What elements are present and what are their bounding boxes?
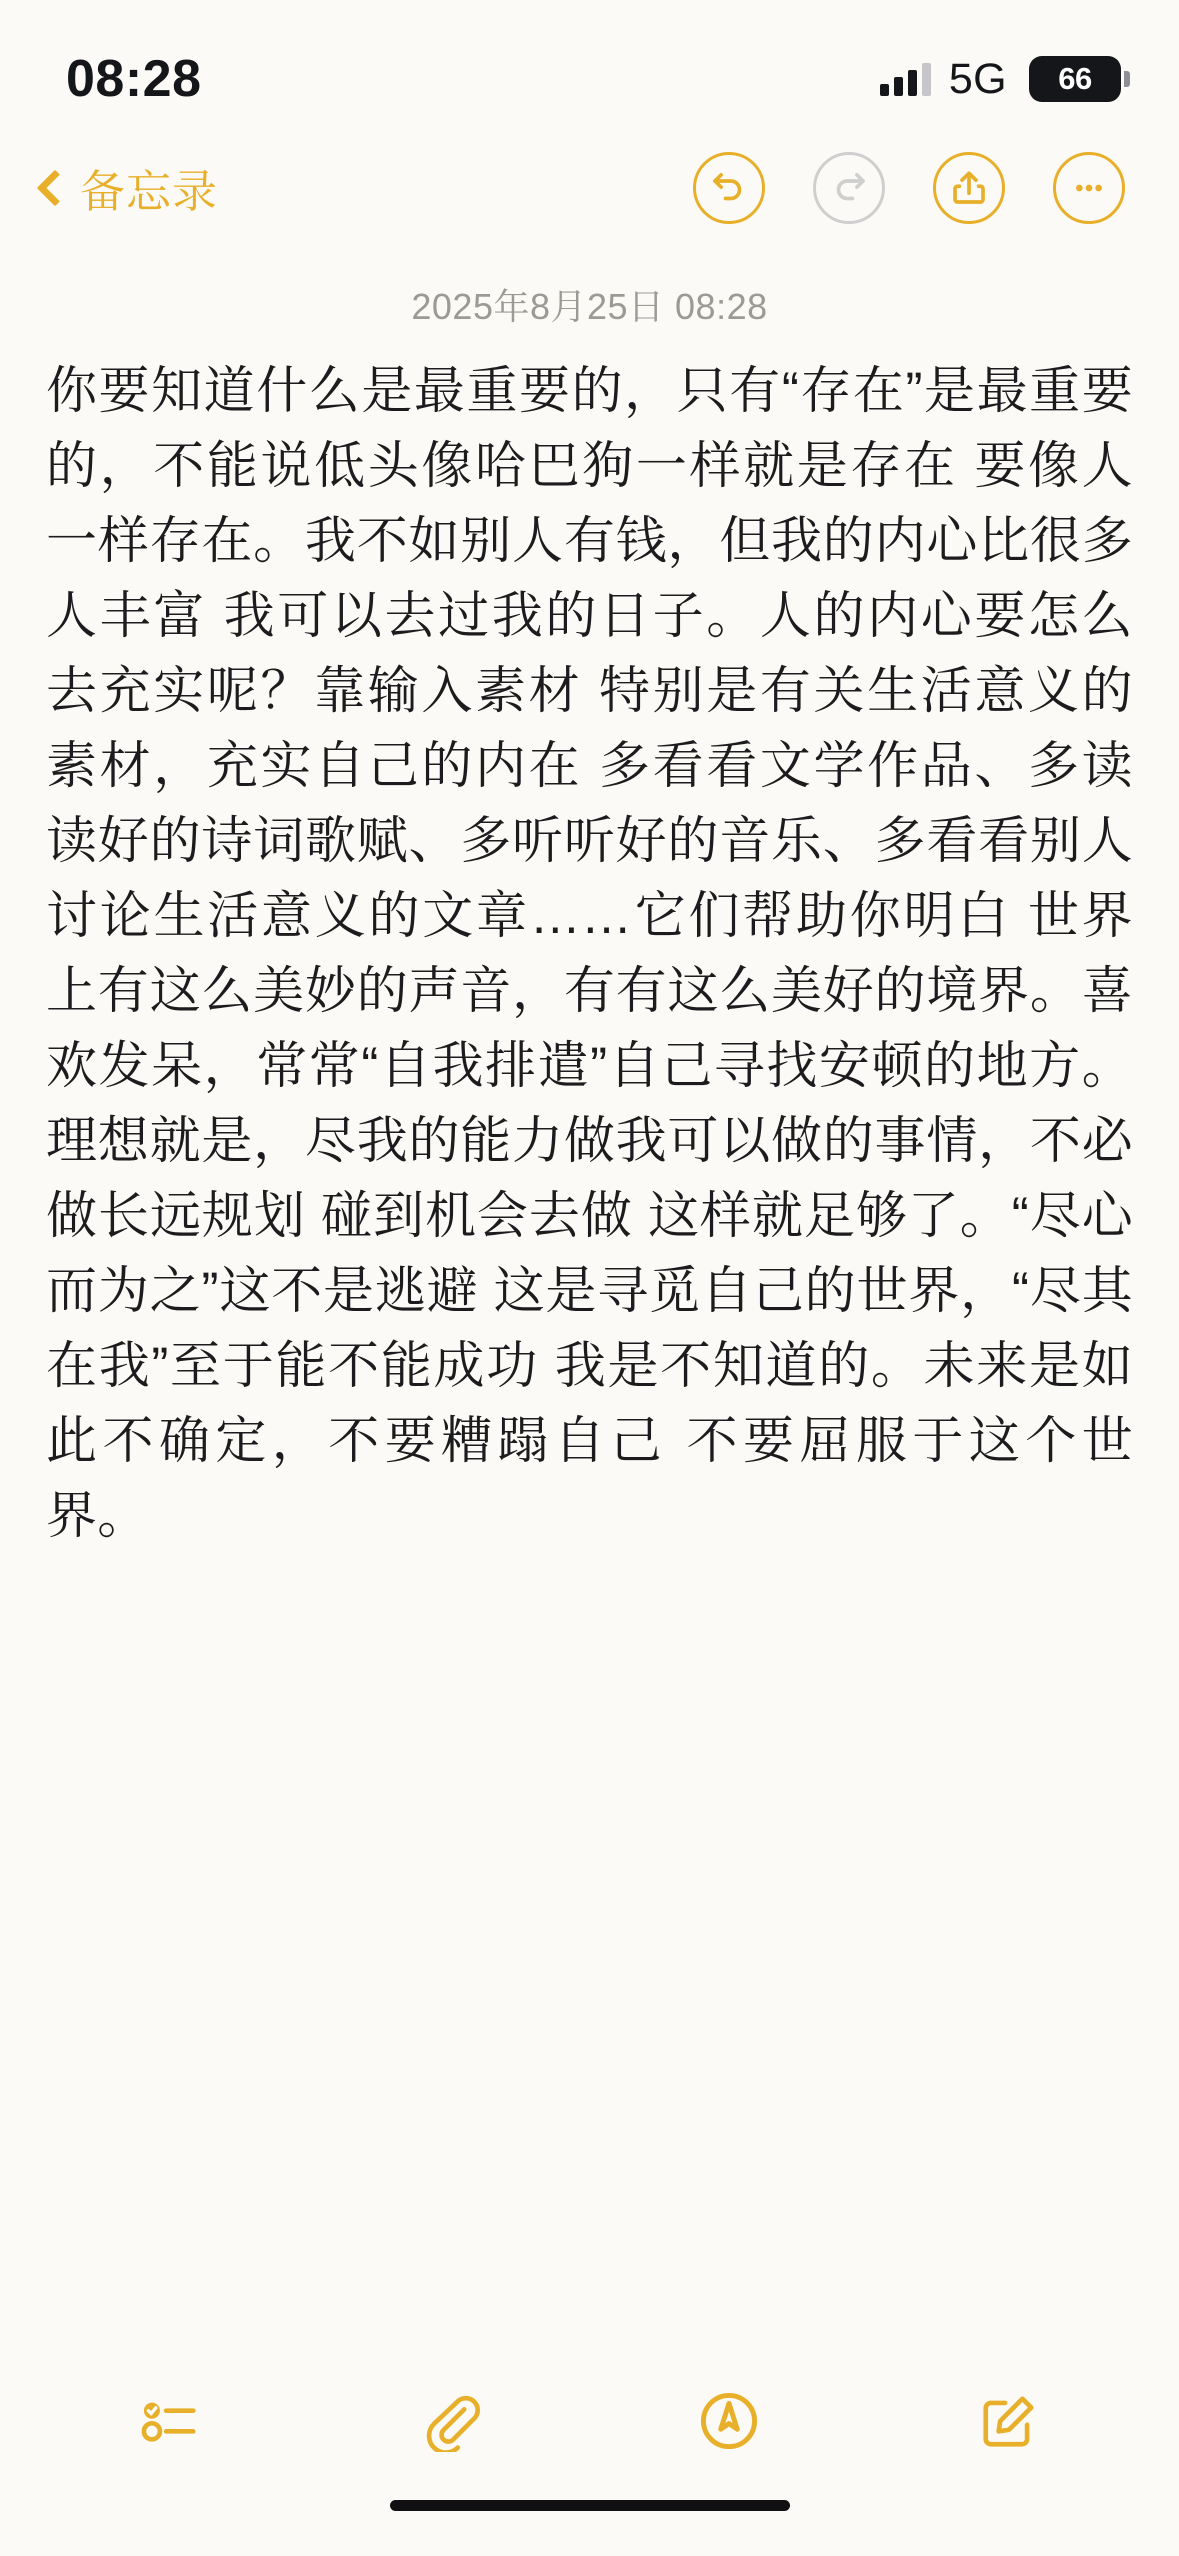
navigation-bar [0,130,1179,245]
battery-icon [1029,56,1121,102]
attachment-button[interactable] [395,2371,505,2471]
new-note-button[interactable] [954,2371,1064,2471]
compose-new-note-icon [978,2390,1040,2452]
back-to-notes-button[interactable] [34,155,218,220]
more-options-button[interactable] [1053,152,1125,224]
note-text[interactable]: 你要知道什么是最重要的，只有“存在”是最重要的，不能说低头像哈巴狗一样就是存在 要像人一样存在。我不如别人有钱，但我的内心比很多人丰富 我可以去过我的日子。人的内心要怎么去充实呢？靠输入素材 特别是有关生活意义的素材，充实自己的内在 多看看文学作品、多读读好的诗词歌赋、多听听好的音乐、多看看别人讨论生活意义的文章……它们帮助你明白 世界上有这么美妙的声音，有有这么美好的境界。喜欢发呆，常常“自我排遣”自己寻找安顿的地方。理想就是，尽我的能力做我可以做的事情，不必做长远规划 碰到机会去做 这样就足够了。“尽心而为之”这不是逃避 这是寻觅自己的世界，“尽其在我”至于能不能成功 我是不知道的。未来是如此不确定，不要糟蹋自己 不要屈服于这个世界。 [46,362,1133,1544]
undo-icon [708,167,750,209]
note-editor[interactable] [0,330,1179,2346]
undo-button[interactable] [693,152,765,224]
redo-button[interactable] [813,152,885,224]
markup-button[interactable] [674,2371,784,2471]
share-button[interactable] [933,152,1005,224]
back-button-label: 备忘录 [80,166,219,217]
more-ellipsis-icon [1068,167,1110,209]
battery-percent-label: 66 [1058,61,1092,96]
home-indicator[interactable] [390,2500,790,2511]
share-icon [948,167,990,209]
status-bar [0,0,1179,130]
checklist-icon [139,2390,201,2452]
note-date: 2025年8月25日 08:28 [411,286,768,327]
status-time: 08:28 [66,50,202,108]
redo-icon [828,167,870,209]
chevron-left-icon [37,169,74,206]
cellular-bars-icon [880,62,931,96]
nav-actions [693,152,1133,224]
bottom-toolbar [0,2346,1179,2496]
markup-pen-icon [696,2388,762,2454]
status-indicators [880,55,1121,104]
network-type-label: 5G [948,54,1007,103]
checklist-button[interactable] [115,2371,225,2471]
paperclip-icon [419,2390,481,2452]
home-indicator-area [0,2496,1179,2556]
